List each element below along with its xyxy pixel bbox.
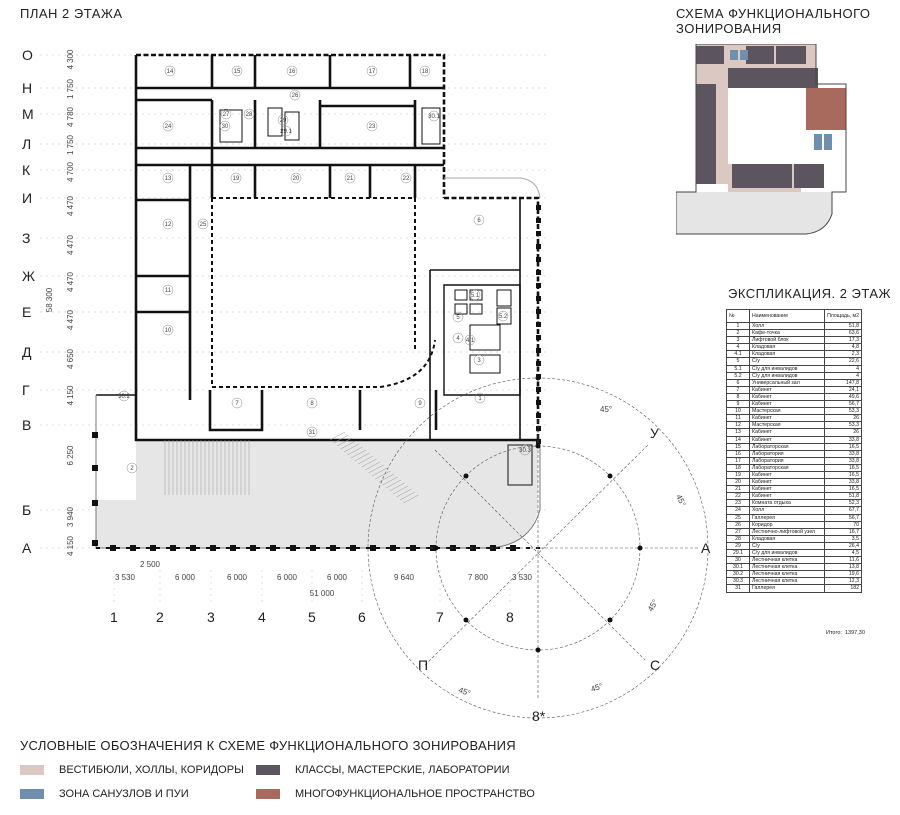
table-cell-area: 16,7 — [825, 528, 862, 535]
row-dimension: 4 470 — [66, 271, 75, 293]
room-number: 13 — [164, 176, 172, 182]
table-cell-num: 29.1 — [727, 550, 750, 557]
room-number: 7 — [235, 401, 239, 407]
room-number: 31 — [308, 430, 316, 436]
table-row — [727, 557, 862, 564]
legend-swatch — [20, 789, 44, 799]
total-height-dimension: 58 300 — [45, 287, 54, 313]
room-number: 1 — [478, 396, 482, 402]
table-cell-name: Лестничная клетка — [750, 578, 825, 585]
table-cell-name: Кабинет — [750, 393, 825, 400]
room-number: 28 — [245, 112, 253, 118]
table-row — [727, 464, 862, 471]
grid-row-label: Ж — [22, 268, 35, 284]
table-cell-num: 18 — [727, 464, 750, 471]
room-number: 21 — [346, 176, 354, 182]
table-cell-name: Холл — [750, 323, 825, 330]
table-row — [727, 393, 862, 400]
table-row — [727, 429, 862, 436]
table-cell-num: 31 — [727, 585, 750, 592]
table-row — [727, 365, 862, 372]
table-cell-num: 14 — [727, 436, 750, 443]
grid-col-label: 1 — [110, 609, 118, 625]
table-cell-num: 2 — [727, 330, 750, 337]
table-cell-num: 5 — [727, 358, 750, 365]
table-cell-name: Лестничная клетка — [750, 571, 825, 578]
explication-title: ЭКСПЛИКАЦИЯ. 2 ЭТАЖ — [728, 286, 892, 301]
row-dimension: 1 750 — [66, 78, 75, 100]
col-dimension: 3 530 — [114, 573, 136, 582]
table-cell-area: 70 — [825, 521, 862, 528]
table-cell-num: 21 — [727, 486, 750, 493]
table-cell-num: 30.2 — [727, 571, 750, 578]
table-cell-area: 24,1 — [825, 386, 862, 393]
room-number: 5.1 — [470, 293, 480, 299]
scheme-multifunctional-zone — [806, 88, 846, 130]
table-cell-area: 53,3 — [825, 422, 862, 429]
table-cell-name: Кабинет — [750, 471, 825, 478]
table-cell-num: 8 — [727, 393, 750, 400]
grid-row-label: Е — [22, 304, 32, 320]
table-cell-name: Мастерская — [750, 408, 825, 415]
table-cell-area: 16,5 — [825, 464, 862, 471]
table-cell-name: Галлерея — [750, 585, 825, 592]
table-cell-num: 9 — [727, 401, 750, 408]
table-cell-name: Мастерская — [750, 422, 825, 429]
room-number: 16 — [288, 69, 296, 75]
table-cell-name: Кабинет — [750, 479, 825, 486]
table-cell-area: 67,7 — [825, 507, 862, 514]
room-number: 9 — [418, 401, 422, 407]
table-cell-num: 30 — [727, 557, 750, 564]
angle-degree-label: 45° — [457, 685, 472, 699]
table-cell-name: Кабинет — [750, 493, 825, 500]
table-cell-area: 33,8 — [825, 457, 862, 464]
table-cell-num: 15 — [727, 443, 750, 450]
room-number: 26 — [291, 93, 299, 99]
table-row — [727, 514, 862, 521]
table-row — [727, 585, 862, 592]
grid-col-label: 4 — [258, 609, 266, 625]
table-row — [727, 486, 862, 493]
room-number: 4.1 — [465, 338, 475, 344]
table-cell-area: 16,5 — [825, 443, 862, 450]
table-cell-num: 4.1 — [727, 351, 750, 358]
table-cell-area: 26,4 — [825, 542, 862, 549]
table-row — [727, 564, 862, 571]
room-number: 17 — [368, 69, 376, 75]
grid-row-label: Д — [22, 344, 32, 360]
grid-col-label: 3 — [207, 609, 215, 625]
table-row — [727, 450, 862, 457]
room-number: 22 — [402, 176, 410, 182]
room-number: 5 — [456, 315, 460, 321]
table-cell-name: Холл — [750, 507, 825, 514]
table-cell-name: Кабинет — [750, 436, 825, 443]
table-row — [727, 493, 862, 500]
row-dimension: 4 780 — [66, 106, 75, 128]
table-row — [727, 358, 862, 365]
table-cell-area: 182 — [825, 585, 862, 592]
table-cell-area: 33,8 — [825, 479, 862, 486]
orientation-label: С — [650, 657, 661, 673]
grid-row-label: В — [22, 417, 32, 433]
row-dimension: 4 470 — [66, 195, 75, 217]
table-row — [727, 521, 862, 528]
total-label: Итого: — [826, 630, 842, 636]
room-number: 27 — [222, 112, 230, 118]
table-cell-area: 147,8 — [825, 379, 862, 386]
angle-degree-label: 45° — [645, 598, 660, 613]
zoning-scheme — [676, 44, 850, 238]
table-cell-num: 29 — [727, 542, 750, 549]
table-row — [727, 372, 862, 379]
angle-degree-label: 45° — [600, 405, 613, 414]
th-area: Площадь, м2 — [825, 310, 862, 323]
grid-col-label: 6 — [358, 609, 366, 625]
table-cell-name: Кабинет — [750, 415, 825, 422]
row-dimension: 4 470 — [66, 234, 75, 256]
table-cell-name: Кабинет — [750, 486, 825, 493]
room-number: 14 — [166, 69, 174, 75]
legend-swatch — [256, 765, 280, 775]
table-cell-area: 13,8 — [825, 564, 862, 571]
grid-row-label: З — [22, 230, 31, 246]
table-cell-name: С/у для инвалидов — [750, 550, 825, 557]
table-cell-num: 4 — [727, 344, 750, 351]
grid-row-label: А — [22, 540, 32, 556]
table-cell-area: 33,8 — [825, 436, 862, 443]
grid-row-label: Н — [22, 80, 33, 96]
col-dimension-extra: 2 500 — [139, 560, 161, 569]
table-cell-area: 11,6 — [825, 557, 862, 564]
table-cell-num: 28 — [727, 535, 750, 542]
table-cell-name: Кабинет — [750, 401, 825, 408]
table-cell-area: 63,6 — [825, 330, 862, 337]
total-value: 1397,30 — [845, 630, 865, 636]
table-cell-num: 24 — [727, 507, 750, 514]
row-dimension: 4 300 — [66, 49, 75, 70]
table-cell-num: 5.2 — [727, 372, 750, 379]
grid-row-label: О — [22, 47, 33, 63]
table-cell-name: Кабинет — [750, 429, 825, 436]
table-cell-area: 51,8 — [825, 323, 862, 330]
table-cell-name: Лифтовой блок — [750, 337, 825, 344]
table-cell-area: 12,3 — [825, 578, 862, 585]
table-row — [727, 323, 862, 330]
table-cell-num: 11 — [727, 415, 750, 422]
legend-swatch — [256, 789, 280, 799]
room-number: 15 — [233, 69, 241, 75]
orientation-label: А — [701, 540, 711, 556]
grid-row-label: Л — [22, 136, 32, 152]
table-cell-area: 26 — [825, 415, 862, 422]
table-row — [727, 401, 862, 408]
angle-degree-label: 45° — [674, 493, 688, 508]
table-cell-name: Кладовая — [750, 344, 825, 351]
total-width-dimension: 51 000 — [309, 589, 335, 598]
table-cell-area: 56,7 — [825, 514, 862, 521]
scheme-title-line1: СХЕМА ФУНКЦИОНАЛЬНОГО — [676, 6, 871, 21]
table-row — [727, 436, 862, 443]
table-cell-name: Комната отдыха — [750, 500, 825, 507]
table-cell-num: 13 — [727, 429, 750, 436]
table-cell-area: 4 — [825, 372, 862, 379]
table-row — [727, 507, 862, 514]
col-dimension: 7 800 — [467, 573, 489, 582]
table-row — [727, 535, 862, 542]
table-cell-num: 1 — [727, 323, 750, 330]
table-cell-name: Галлерея — [750, 514, 825, 521]
row-dimension: 3 940 — [66, 506, 75, 528]
table-cell-name: Кабинет — [750, 386, 825, 393]
legend-label: КЛАССЫ, МАСТЕРСКИЕ, ЛАБОРАТОРИИ — [295, 764, 510, 776]
col-dimension: 3 530 — [511, 573, 533, 582]
room-number: 18 — [421, 69, 429, 75]
table-cell-num: 16 — [727, 450, 750, 457]
explication-table — [726, 309, 862, 593]
room-number: 6 — [477, 218, 481, 224]
table-cell-area: 19,6 — [825, 571, 862, 578]
table-cell-area: 16,5 — [825, 471, 862, 478]
room-number: 2 — [130, 466, 134, 472]
table-cell-num: 23 — [727, 500, 750, 507]
room-number: 30.2 — [118, 394, 130, 400]
table-row — [727, 471, 862, 478]
row-dimension: 4 650 — [66, 348, 75, 370]
room-number: 20 — [292, 176, 300, 182]
table-cell-num: 26 — [727, 521, 750, 528]
orientation-label: П — [418, 657, 429, 673]
table-cell-name: Универсальный зал — [750, 379, 825, 386]
legend-label: ЗОНА САНУЗЛОВ И ПУИ — [59, 788, 189, 800]
room-number: 12 — [164, 222, 172, 228]
legend-title: УСЛОВНЫЕ ОБОЗНАЧЕНИЯ К СХЕМЕ ФУНКЦИОНАЛЬНОГО ЗОНИРОВАНИЯ — [20, 738, 516, 753]
table-cell-num: 3 — [727, 337, 750, 344]
room-number: 11 — [164, 288, 172, 294]
row-dimension: 1 750 — [66, 134, 75, 156]
table-cell-area: 17,3 — [825, 337, 862, 344]
legend-item-multifunctional — [256, 788, 535, 800]
table-cell-name: Кафе-точка — [750, 330, 825, 337]
table-cell-area: 52,3 — [825, 500, 862, 507]
table-cell-num: 19 — [727, 471, 750, 478]
grid-row-label: Г — [22, 382, 30, 398]
table-cell-num: 25 — [727, 514, 750, 521]
col-dimension: 6 000 — [276, 573, 298, 582]
room-number: 23 — [368, 124, 376, 130]
row-dimension: 4 470 — [66, 309, 75, 331]
table-cell-num: 22 — [727, 493, 750, 500]
grid-row-label: К — [22, 162, 31, 178]
room-number: 29 — [279, 118, 287, 124]
table-cell-area: 51,8 — [825, 493, 862, 500]
table-cell-num: 30.1 — [727, 564, 750, 571]
table-row — [727, 500, 862, 507]
legend-label: МНОГОФУНКЦИОНАЛЬНОЕ ПРОСТРАНСТВО — [295, 788, 535, 800]
table-cell-num: 12 — [727, 422, 750, 429]
table-cell-area: 2,3 — [825, 351, 862, 358]
table-cell-name: Коридор — [750, 521, 825, 528]
table-cell-area: 22,6 — [825, 358, 862, 365]
table-cell-num: 6 — [727, 379, 750, 386]
grid-row-label: И — [22, 190, 33, 206]
room-number: 3 — [477, 358, 481, 364]
table-cell-num: 30.3 — [727, 578, 750, 585]
room-number: 4 — [456, 336, 460, 342]
table-cell-area: 4 — [825, 365, 862, 372]
gallery-area — [96, 440, 538, 548]
table-cell-name: Лаборатория — [750, 457, 825, 464]
table-row — [727, 528, 862, 535]
table-row — [727, 330, 862, 337]
room-number: 8 — [310, 401, 314, 407]
legend-item-halls — [20, 764, 244, 776]
grid-col-label: 5 — [308, 609, 316, 625]
table-cell-name: С/у — [750, 358, 825, 365]
room-number: 30 — [221, 124, 229, 130]
legend-item-sanitary — [20, 788, 189, 800]
table-cell-name: Лестничная клетка — [750, 557, 825, 564]
table-cell-area: 49,6 — [825, 393, 862, 400]
table-cell-name: Кладовая — [750, 351, 825, 358]
table-cell-num: 5.1 — [727, 365, 750, 372]
room-number: 29.1 — [280, 129, 292, 135]
table-cell-name: Кладовая — [750, 535, 825, 542]
table-cell-area: 26 — [825, 429, 862, 436]
table-row — [727, 337, 862, 344]
room-number: 19 — [232, 176, 240, 182]
room-number: 30.1 — [428, 114, 440, 120]
col-dimension: 6 000 — [174, 573, 196, 582]
table-cell-area: 4,8 — [825, 344, 862, 351]
grid-col-label: 8 — [506, 609, 514, 625]
table-row — [727, 386, 862, 393]
angle-degree-label: 45° — [589, 681, 605, 694]
table-cell-num: 17 — [727, 457, 750, 464]
table-cell-num: 7 — [727, 386, 750, 393]
table-row — [727, 571, 862, 578]
table-cell-area: 3,5 — [825, 535, 862, 542]
legend-swatch — [20, 765, 44, 775]
table-row — [727, 479, 862, 486]
table-row — [727, 578, 862, 585]
row-dimension: 4 700 — [66, 161, 75, 183]
table-cell-name: Лабораторская — [750, 443, 825, 450]
scheme-gallery — [676, 192, 832, 234]
table-cell-name: С/у для инвалидов — [750, 365, 825, 372]
room-number: 10 — [164, 328, 172, 334]
row-dimension: 4 150 — [66, 385, 75, 406]
table-row — [727, 542, 862, 549]
room-number: 5.2 — [498, 314, 508, 320]
grid-col-label: 2 — [156, 609, 164, 625]
th-name: Наименование — [750, 310, 825, 323]
row-dimension: 4 150 — [66, 535, 75, 557]
table-cell-area: 53,3 — [825, 408, 862, 415]
plan-title: ПЛАН 2 ЭТАЖА — [20, 6, 123, 21]
table-cell-name: С/у — [750, 542, 825, 549]
row-dimension: 6 250 — [66, 445, 75, 466]
legend-label: ВЕСТИБЮЛИ, ХОЛЛЫ, КОРИДОРЫ — [59, 764, 244, 776]
orientation-label: 8* — [532, 708, 546, 724]
legend-item-classes — [256, 764, 510, 776]
table-cell-name: Лабораторская — [750, 464, 825, 471]
table-cell-name: Лестничная клетка — [750, 564, 825, 571]
th-num: № — [727, 310, 750, 323]
table-row — [727, 550, 862, 557]
table-cell-num: 10 — [727, 408, 750, 415]
col-dimension: 6 000 — [326, 573, 348, 582]
table-cell-num: 20 — [727, 479, 750, 486]
table-row — [727, 344, 862, 351]
room-number: 24 — [164, 124, 172, 130]
grid-row-label: Б — [22, 502, 32, 518]
scheme-title-line2: ЗОНИРОВАНИЯ — [676, 21, 782, 36]
table-cell-area: 4,5 — [825, 550, 862, 557]
room-number: 30.3 — [519, 448, 531, 454]
table-cell-area: 16,5 — [825, 486, 862, 493]
table-cell-name: Лаборатория — [750, 450, 825, 457]
grid-row-label: М — [22, 106, 34, 122]
table-row — [727, 443, 862, 450]
table-row — [727, 457, 862, 464]
room-number: 25 — [199, 222, 207, 228]
table-row — [727, 351, 862, 358]
col-dimension: 9 640 — [393, 573, 415, 582]
table-row — [727, 379, 862, 386]
table-row — [727, 408, 862, 415]
orientation-label: У — [650, 425, 659, 441]
table-row — [727, 422, 862, 429]
col-dimension: 6 000 — [226, 573, 248, 582]
table-cell-area: 56,7 — [825, 401, 862, 408]
table-cell-num: 27 — [727, 528, 750, 535]
grid-col-label: 7 — [436, 609, 444, 625]
table-cell-area: 33,8 — [825, 450, 862, 457]
table-row — [727, 415, 862, 422]
table-cell-name: С/у для инвалидов — [750, 372, 825, 379]
table-cell-name: Лестнично-лифтовой узел — [750, 528, 825, 535]
